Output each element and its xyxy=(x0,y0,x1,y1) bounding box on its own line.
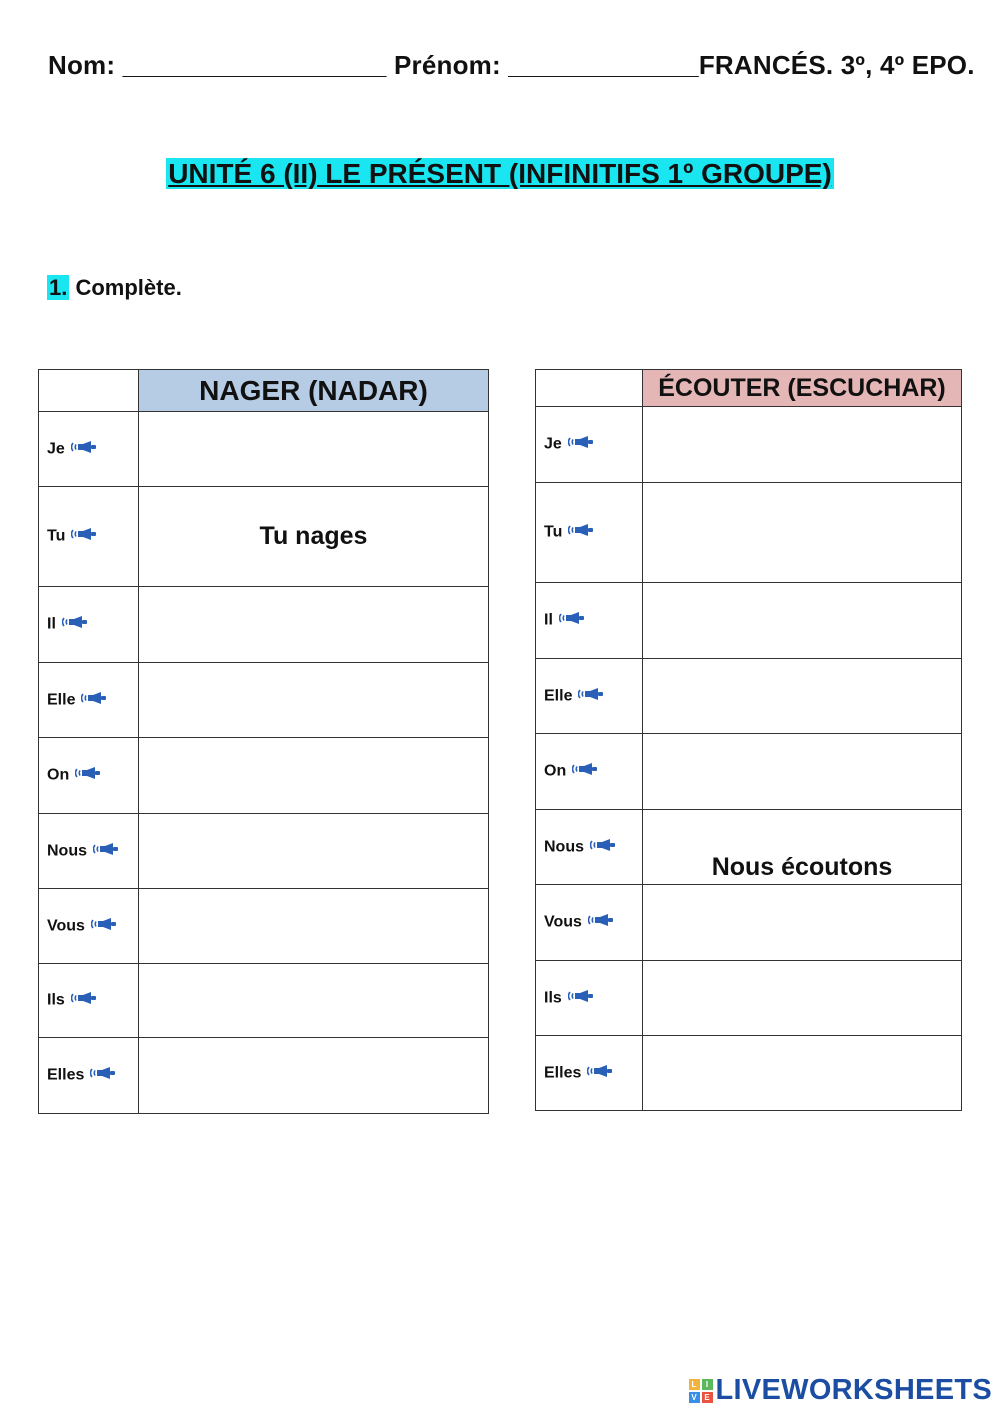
pronoun-cell xyxy=(536,407,643,483)
exercise-text: Complète. xyxy=(75,275,182,300)
answer-field[interactable] xyxy=(139,738,489,814)
pronoun-cell xyxy=(39,412,139,487)
answer-field[interactable] xyxy=(139,814,489,889)
speaker-audio-icon[interactable] xyxy=(568,523,594,542)
conjugation-row-on xyxy=(39,738,489,814)
table-header-row xyxy=(39,370,489,412)
speaker-audio-icon[interactable] xyxy=(568,989,594,1008)
answer-field[interactable] xyxy=(643,885,962,961)
pronoun-cell xyxy=(536,885,643,961)
pronoun-label: Nous xyxy=(544,838,584,855)
pronoun-label: Elles xyxy=(47,1066,85,1084)
speaker-audio-icon[interactable] xyxy=(71,440,97,459)
pronoun-cell xyxy=(39,1038,139,1114)
speaker-audio-icon[interactable] xyxy=(590,838,616,857)
conjugation-row-on xyxy=(536,734,962,810)
verb-heading: NAGER (NADAR) xyxy=(139,370,489,412)
pronoun-cell xyxy=(39,487,139,587)
pronoun-cell xyxy=(536,583,643,659)
pronoun-label: Il xyxy=(47,615,56,633)
conjugation-row-je xyxy=(536,407,962,483)
liveworksheets-brand: LIVEWORKSHEETS xyxy=(715,1374,992,1406)
speaker-audio-icon[interactable] xyxy=(572,762,598,781)
speaker-audio-icon[interactable] xyxy=(81,691,107,710)
exercise-instruction xyxy=(47,275,182,301)
conjugation-row-tu xyxy=(39,487,489,587)
pronoun-label: Ils xyxy=(47,991,65,1009)
pronoun-label: On xyxy=(47,766,70,784)
speaker-audio-icon[interactable] xyxy=(578,687,604,706)
pronoun-label: Elles xyxy=(544,1064,582,1081)
speaker-audio-icon[interactable] xyxy=(71,991,97,1010)
pronoun-cell xyxy=(39,964,139,1038)
conjugation-row-nous xyxy=(536,810,962,885)
answer-text: Tu nages xyxy=(259,522,368,550)
pronoun-label: Je xyxy=(47,440,65,457)
speaker-audio-icon[interactable] xyxy=(588,913,614,932)
liveworksheets-logo-icon: L I V E xyxy=(689,1379,713,1403)
conjugation-row-ils xyxy=(536,961,962,1036)
speaker-audio-icon[interactable] xyxy=(587,1064,613,1083)
table-header-row xyxy=(536,370,962,407)
pronoun-label: Elle xyxy=(544,687,573,704)
pronoun-label: On xyxy=(544,762,567,780)
pronoun-label: Vous xyxy=(47,917,85,934)
pronoun-label: Ils xyxy=(544,989,562,1006)
pronoun-cell xyxy=(39,663,139,738)
pronoun-cell xyxy=(536,659,643,734)
answer-field[interactable] xyxy=(139,889,489,964)
answer-text: Nous écoutons xyxy=(711,853,893,881)
worksheet-title xyxy=(0,158,1000,190)
pronoun-label: Tu xyxy=(544,523,563,541)
speaker-audio-icon[interactable] xyxy=(559,611,585,630)
answer-field[interactable] xyxy=(643,583,962,659)
pronoun-cell xyxy=(39,587,139,663)
exercise-number: 1. xyxy=(49,275,68,300)
conjugation-row-elle xyxy=(39,663,489,738)
nager-conjugation-table xyxy=(38,369,489,1114)
conjugation-row-il xyxy=(39,587,489,663)
pronoun-cell xyxy=(39,889,139,964)
pronoun-label: Elle xyxy=(47,691,76,708)
conjugation-row-vous xyxy=(536,885,962,961)
conjugation-row-je xyxy=(39,412,489,487)
speaker-audio-icon[interactable] xyxy=(568,435,594,454)
answer-field[interactable] xyxy=(139,487,489,587)
speaker-audio-icon[interactable] xyxy=(91,917,117,936)
answer-field[interactable] xyxy=(643,734,962,810)
pronoun-cell xyxy=(536,483,643,583)
pronoun-cell xyxy=(536,961,643,1036)
pronoun-label: Je xyxy=(544,435,562,453)
conjugation-row-il xyxy=(536,583,962,659)
answer-field[interactable] xyxy=(643,659,962,734)
speaker-audio-icon[interactable] xyxy=(71,527,97,546)
corner-cell xyxy=(39,370,139,412)
liveworksheets-footer xyxy=(689,1374,993,1407)
pronoun-cell xyxy=(536,1036,643,1111)
conjugation-row-nous xyxy=(39,814,489,889)
answer-field[interactable] xyxy=(139,1038,489,1114)
answer-field[interactable] xyxy=(643,483,962,583)
pronoun-cell xyxy=(536,734,643,810)
title-text: UNITÉ 6 (II) LE PRÉSENT (INFINITIFS 1º GROUPE) xyxy=(168,158,832,189)
conjugation-row-elle xyxy=(536,659,962,734)
answer-field[interactable] xyxy=(643,961,962,1036)
conjugation-row-ils xyxy=(39,964,489,1038)
speaker-audio-icon[interactable] xyxy=(90,1066,116,1085)
corner-cell xyxy=(536,370,643,407)
conjugation-row-elles xyxy=(39,1038,489,1114)
student-header-line: Nom: __________________ Prénom: _____________FRANCÉS. 3º, 4º EPO. xyxy=(48,50,975,80)
speaker-audio-icon[interactable] xyxy=(75,766,101,785)
conjugation-row-tu xyxy=(536,483,962,583)
pronoun-label: Nous xyxy=(47,842,87,859)
conjugation-row-elles xyxy=(536,1036,962,1111)
speaker-audio-icon[interactable] xyxy=(62,615,88,634)
answer-field[interactable] xyxy=(139,663,489,738)
answer-field[interactable] xyxy=(643,810,962,885)
ecouter-conjugation-table xyxy=(535,369,962,1111)
pronoun-label: Vous xyxy=(544,913,582,931)
pronoun-cell xyxy=(39,738,139,814)
conjugation-row-vous xyxy=(39,889,489,964)
pronoun-cell xyxy=(39,814,139,889)
speaker-audio-icon[interactable] xyxy=(93,842,119,861)
answer-field[interactable] xyxy=(139,412,489,487)
answer-field[interactable] xyxy=(139,964,489,1038)
answer-field[interactable] xyxy=(643,407,962,483)
pronoun-label: Il xyxy=(544,611,553,629)
answer-field[interactable] xyxy=(139,587,489,663)
verb-heading: ÉCOUTER (ESCUCHAR) xyxy=(643,370,962,407)
answer-field[interactable] xyxy=(643,1036,962,1111)
pronoun-label: Tu xyxy=(47,527,66,545)
pronoun-cell xyxy=(536,810,643,885)
